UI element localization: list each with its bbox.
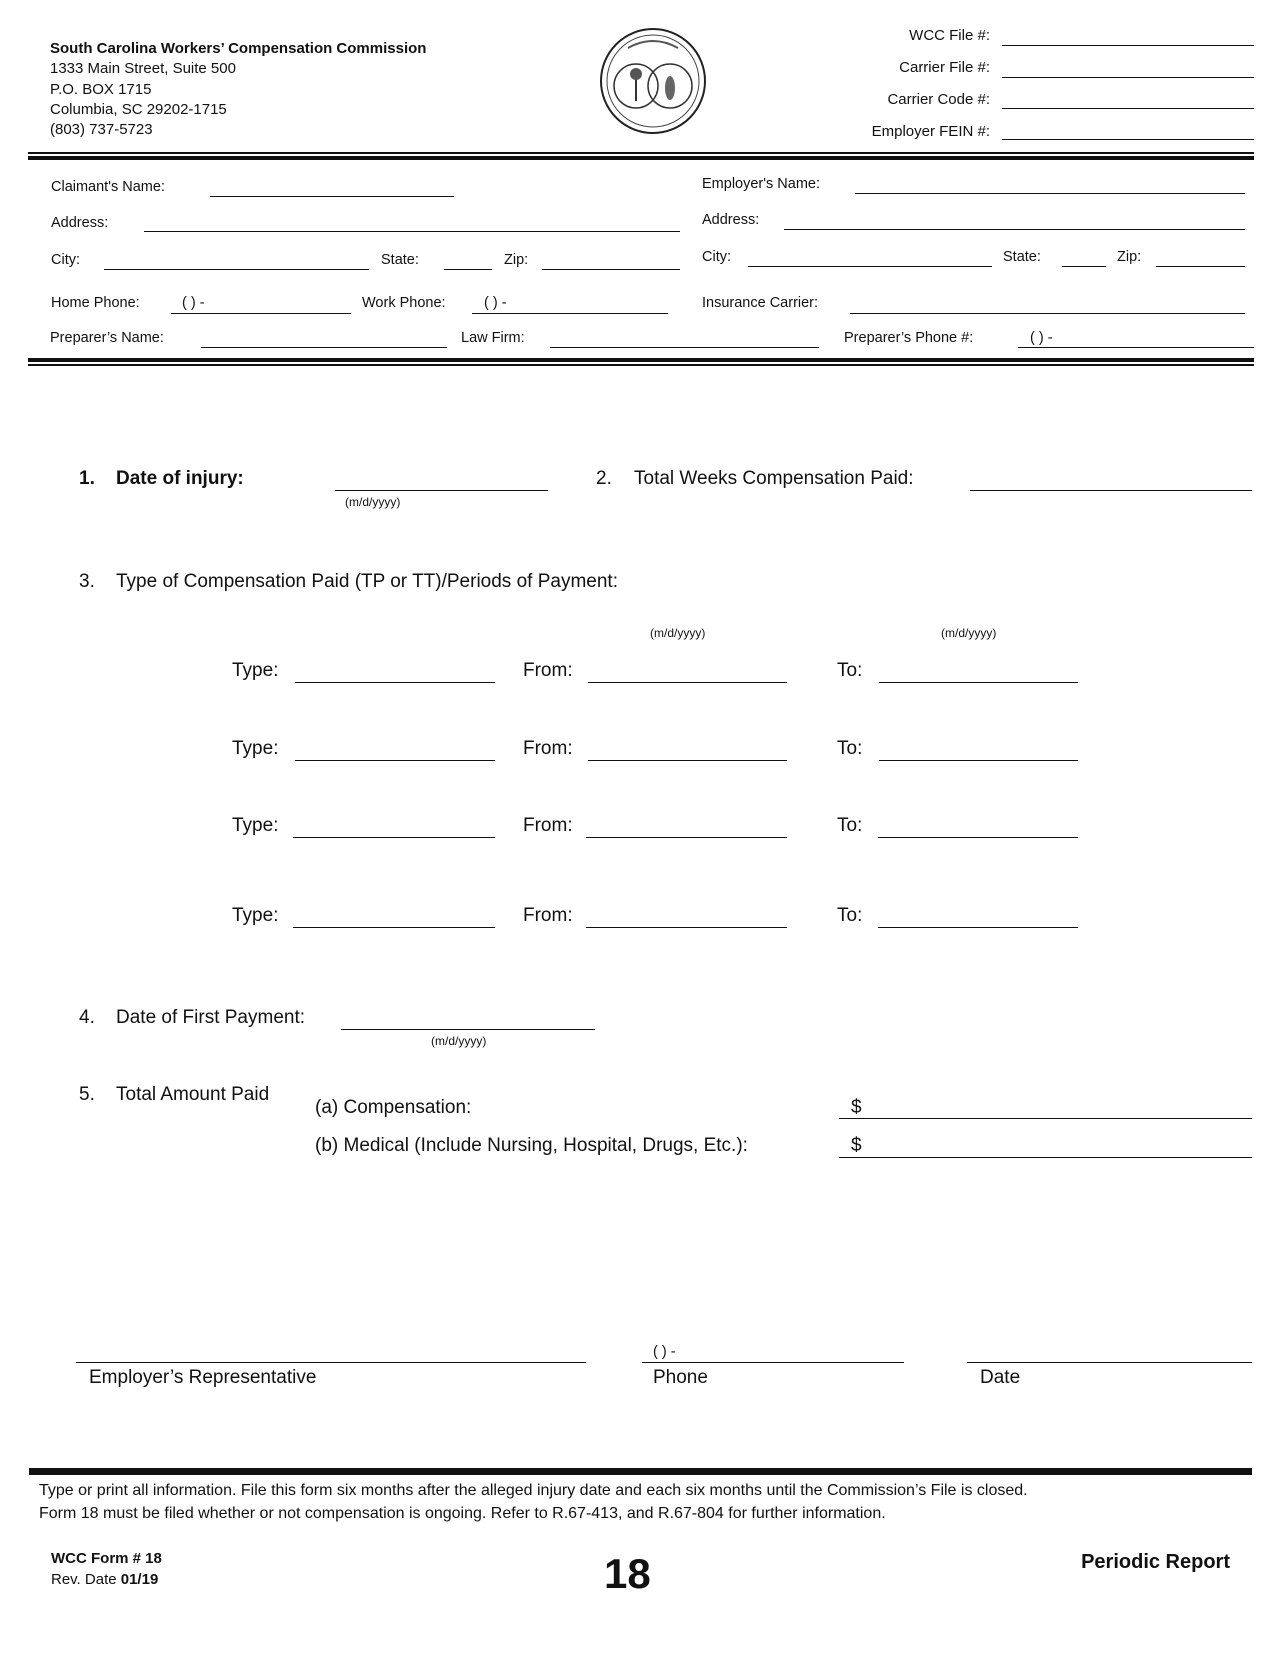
preparer-phone-format: ( ) -: [1030, 330, 1053, 346]
carrier-code-input[interactable]: [1002, 108, 1254, 109]
q1-date-hint: (m/d/yyyy): [345, 495, 401, 509]
first-payment-date-input[interactable]: [341, 1029, 595, 1030]
from-date-hint: (m/d/yyyy): [650, 626, 706, 640]
employer-address-label: Address:: [702, 212, 760, 228]
q3-label: Type of Compensation Paid (TP or TT)/Periods of Payment:: [116, 571, 618, 592]
type-input[interactable]: [293, 837, 495, 838]
carrier-code-label: Carrier Code #:: [887, 91, 990, 108]
sig-date-label: Date: [980, 1367, 1021, 1388]
type-label: Type:: [232, 738, 279, 759]
to-input[interactable]: [879, 682, 1078, 683]
type-label: Type:: [232, 905, 279, 926]
employer-zip-label: Zip:: [1117, 249, 1142, 265]
employer-fein-label: Employer FEIN #:: [871, 123, 990, 140]
type-input[interactable]: [293, 927, 495, 928]
q1-label: Date of injury:: [116, 468, 244, 489]
q5a-label: (a) Compensation:: [315, 1097, 472, 1118]
to-date-hint: (m/d/yyyy): [941, 626, 997, 640]
footer-instructions-1: Type or print all information. File this form six months after the alleged injury date and each six months until the Commission’s File is closed.: [39, 1482, 1028, 1499]
work-phone-format: ( ) -: [484, 295, 507, 311]
from-input[interactable]: [588, 682, 787, 683]
to-input[interactable]: [878, 927, 1078, 928]
sig-phone-label: Phone: [653, 1367, 708, 1388]
preparer-name-label: Preparer’s Name:: [50, 330, 164, 346]
header-divider-thick: [28, 156, 1254, 160]
compensation-amount-input[interactable]: [839, 1118, 1252, 1119]
preparer-name-input[interactable]: [201, 347, 447, 348]
claimant-address-label: Address:: [51, 215, 109, 231]
sig-phone-format: ( ) -: [653, 1344, 676, 1360]
type-label: Type:: [232, 815, 279, 836]
claimant-state-input[interactable]: [444, 269, 492, 270]
q4-label: Date of First Payment:: [116, 1007, 306, 1028]
q2-label: Total Weeks Compensation Paid:: [634, 468, 914, 489]
q4-date-hint: (m/d/yyyy): [431, 1034, 487, 1048]
org-name: South Carolina Workers’ Compensation Commission: [50, 40, 427, 57]
rev-date: [51, 1571, 158, 1588]
sig-phone-input[interactable]: [642, 1362, 904, 1363]
employer-state-label: State:: [1003, 249, 1041, 265]
type-input[interactable]: [295, 682, 495, 683]
from-label: From:: [523, 738, 573, 759]
total-weeks-input[interactable]: [970, 490, 1252, 491]
wcc-file-input[interactable]: [1002, 45, 1254, 46]
employer-city-input[interactable]: [748, 266, 992, 267]
law-firm-label: Law Firm:: [461, 330, 525, 346]
from-label: From:: [523, 815, 573, 836]
q5-number: 5.: [79, 1084, 95, 1105]
wcc-file-label: WCC File #:: [909, 27, 990, 44]
parties-divider-thick: [28, 358, 1254, 362]
q5-label: Total Amount Paid: [116, 1084, 270, 1105]
org-address-3: Columbia, SC 29202-1715: [50, 101, 227, 118]
employer-fein-input[interactable]: [1002, 139, 1254, 140]
insurance-carrier-label: Insurance Carrier:: [702, 295, 819, 311]
from-input[interactable]: [586, 927, 787, 928]
claimant-zip-input[interactable]: [542, 269, 680, 270]
employer-state-input[interactable]: [1062, 266, 1106, 267]
claimant-name-input[interactable]: [210, 196, 454, 197]
home-phone-format: ( ) -: [182, 295, 205, 311]
date-of-injury-input[interactable]: [335, 490, 548, 491]
claimant-state-label: State:: [381, 252, 419, 268]
parties-divider-thin: [28, 364, 1254, 366]
employer-zip-input[interactable]: [1156, 266, 1245, 267]
carrier-file-label: Carrier File #:: [899, 59, 990, 76]
from-input[interactable]: [588, 760, 787, 761]
claimant-name-label: Claimant's Name:: [51, 179, 165, 195]
to-label: To:: [837, 815, 863, 836]
type-label: Type:: [232, 660, 279, 681]
q3-number: 3.: [79, 571, 95, 592]
big-form-number: 18: [604, 1550, 651, 1597]
rev-date-value: 01/19: [120, 1571, 159, 1588]
from-input[interactable]: [586, 837, 787, 838]
employer-city-label: City:: [702, 249, 731, 265]
sig-date-input[interactable]: [967, 1362, 1252, 1363]
q5a-dollar: $: [851, 1097, 862, 1118]
employer-name-label: Employer's Name:: [702, 176, 820, 192]
claimant-address-input[interactable]: [144, 231, 680, 232]
to-label: To:: [837, 738, 863, 759]
to-label: To:: [837, 905, 863, 926]
q2-number: 2.: [596, 468, 612, 489]
insurance-carrier-input[interactable]: [850, 313, 1245, 314]
carrier-file-input[interactable]: [1002, 77, 1254, 78]
employer-rep-label: Employer’s Representative: [89, 1367, 317, 1388]
to-input[interactable]: [878, 837, 1078, 838]
preparer-phone-label: Preparer’s Phone #:: [844, 330, 974, 346]
type-input[interactable]: [295, 760, 495, 761]
home-phone-label: Home Phone:: [51, 295, 140, 311]
state-seal-icon: [598, 26, 708, 136]
form-number: WCC Form # 18: [51, 1550, 162, 1567]
from-label: From:: [523, 905, 573, 926]
q1-number: 1.: [79, 468, 95, 489]
form-title: Periodic Report: [1081, 1551, 1230, 1573]
home-phone-input[interactable]: [171, 313, 351, 314]
preparer-phone-input[interactable]: [1018, 347, 1254, 348]
footer-divider: [29, 1468, 1252, 1475]
claimant-city-input[interactable]: [104, 269, 369, 270]
org-address-1: 1333 Main Street, Suite 500: [50, 60, 236, 77]
org-address-2: P.O. BOX 1715: [50, 81, 152, 98]
org-phone: (803) 737-5723: [50, 121, 153, 138]
from-label: From:: [523, 660, 573, 681]
employer-name-input[interactable]: [855, 193, 1245, 194]
to-label: To:: [837, 660, 863, 681]
work-phone-label: Work Phone:: [362, 295, 446, 311]
q4-number: 4.: [79, 1007, 95, 1028]
work-phone-input[interactable]: [472, 313, 668, 314]
header-divider-thin: [28, 152, 1254, 154]
claimant-city-label: City:: [51, 252, 80, 268]
to-input[interactable]: [879, 760, 1078, 761]
employer-address-input[interactable]: [784, 229, 1245, 230]
q5b-label: (b) Medical (Include Nursing, Hospital, Drugs, Etc.):: [315, 1135, 748, 1156]
medical-amount-input[interactable]: [839, 1157, 1252, 1158]
claimant-zip-label: Zip:: [504, 252, 529, 268]
rev-date-label: Rev. Date: [51, 1571, 121, 1588]
footer-instructions-2: Form 18 must be filed whether or not compensation is ongoing. Refer to R.67-413, and R.67-804 for further information.: [39, 1505, 886, 1522]
law-firm-input[interactable]: [550, 347, 819, 348]
employer-rep-signature-input[interactable]: [76, 1362, 586, 1363]
q5b-dollar: $: [851, 1135, 862, 1156]
